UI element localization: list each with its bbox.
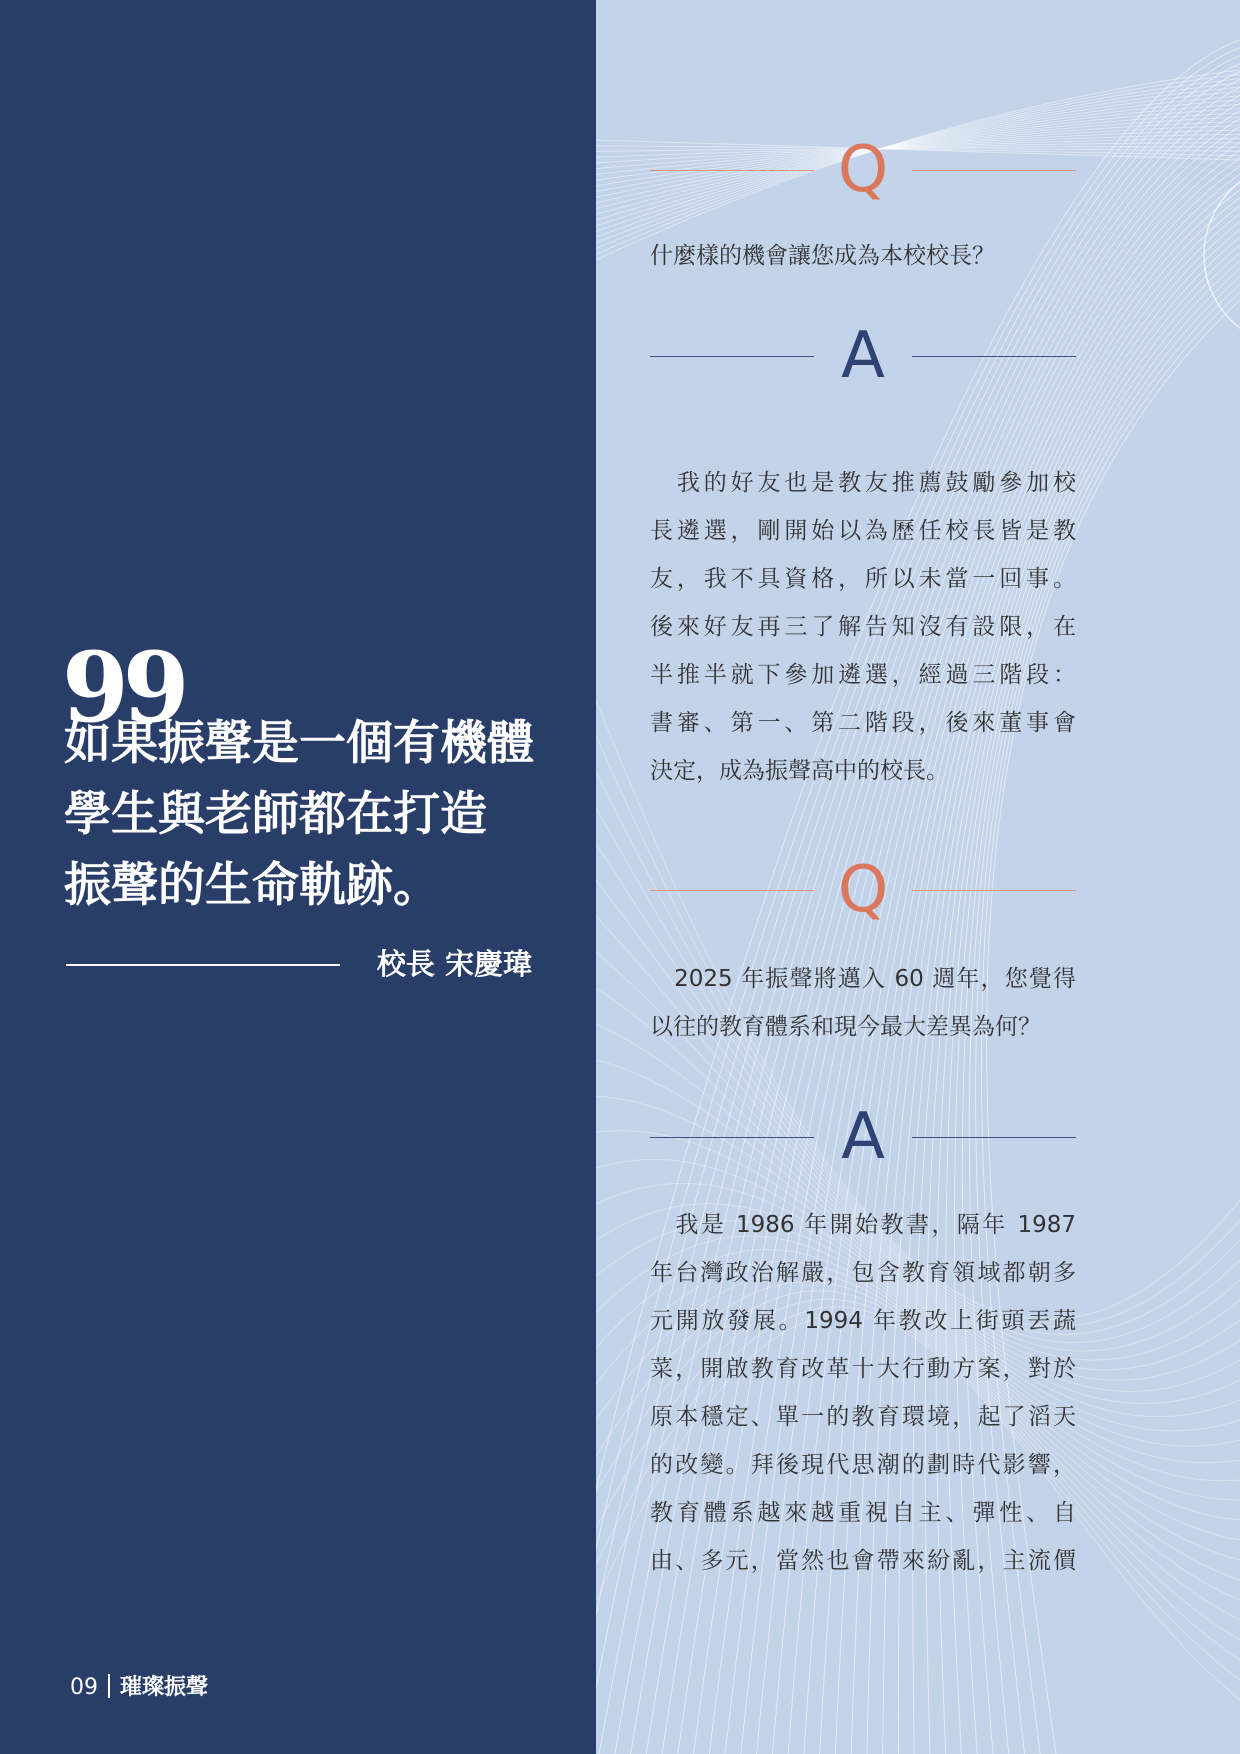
text-line: 由、多元，當然也會帶來紛亂，主流價 — [650, 1548, 1076, 1574]
question-label: Q — [837, 133, 889, 207]
question-text-2 — [650, 955, 1076, 1051]
question-label: Q — [837, 853, 889, 927]
question-header-2 — [650, 850, 1076, 930]
answer-text-1 — [650, 459, 1076, 795]
publication-title: 璀璨振聲 — [120, 1675, 209, 1700]
header-rule — [912, 1137, 1076, 1138]
text-line: 菜，開啟教育改革十大行動方案，對於 — [650, 1356, 1076, 1382]
answer-text-2 — [650, 1201, 1076, 1585]
text-line: 以往的教育體系和現今最大差異為何？ — [650, 1014, 1041, 1040]
text-line: 長遴選，剛開始以為歷任校長皆是教 — [650, 518, 1076, 544]
question-text-1: 什麼樣的機會讓您成為本校校長？ — [650, 243, 995, 269]
header-rule — [912, 170, 1076, 171]
question-header-1 — [650, 130, 1076, 210]
text-line: 年台灣政治解嚴，包含教育領域都朝多 — [650, 1260, 1076, 1286]
text-line: 後來好友再三了解告知沒有設限，在 — [650, 614, 1076, 640]
header-rule — [912, 890, 1076, 891]
pull-quote-line: 如果振聲是一個有機體 — [64, 716, 534, 771]
header-rule — [912, 356, 1076, 357]
answer-header-1 — [650, 316, 1076, 396]
text-line: 2025 年振聲將邁入 60 週年，您覺得 — [650, 966, 1076, 992]
text-line: 我的好友也是教友推薦鼓勵參加校 — [650, 470, 1076, 496]
text-line: 元開放發展。1994 年教改上街頭丟蔬 — [650, 1308, 1076, 1334]
text-line: 我是 1986 年開始教書，隔年 1987 — [650, 1212, 1076, 1238]
text-line: 的改變。拜後現代思潮的劃時代影響， — [650, 1452, 1076, 1478]
answer-label: A — [841, 1100, 885, 1174]
attribution-rule — [66, 964, 340, 966]
pull-quote-line: 學生與老師都在打造 — [64, 787, 487, 842]
answer-label: A — [841, 319, 885, 393]
page-footer — [70, 1672, 208, 1704]
text-line: 教育體系越來越重視自主、彈性、自 — [650, 1500, 1076, 1526]
answer-header-2 — [650, 1097, 1076, 1177]
page-number: 09 — [70, 1675, 98, 1700]
text-line: 書審、第一、第二階段，後來董事會 — [650, 710, 1076, 736]
quote-attribution: 校長 宋慶瑋 — [376, 947, 532, 981]
pull-quote-line: 振聲的生命軌跡。 — [64, 858, 440, 913]
text-line: 原本穩定、單一的教育環境，起了滔天 — [650, 1404, 1076, 1430]
text-line: 半推半就下參加遴選，經過三階段： — [650, 662, 1076, 688]
pull-quote — [64, 708, 564, 921]
text-line: 友，我不具資格，所以未當一回事。 — [650, 566, 1076, 592]
footer-divider — [108, 1674, 110, 1698]
left-panel — [0, 0, 596, 1754]
text-line: 決定，成為振聲高中的校長。 — [650, 758, 949, 784]
quote-mark-icon: 99 — [62, 631, 184, 744]
